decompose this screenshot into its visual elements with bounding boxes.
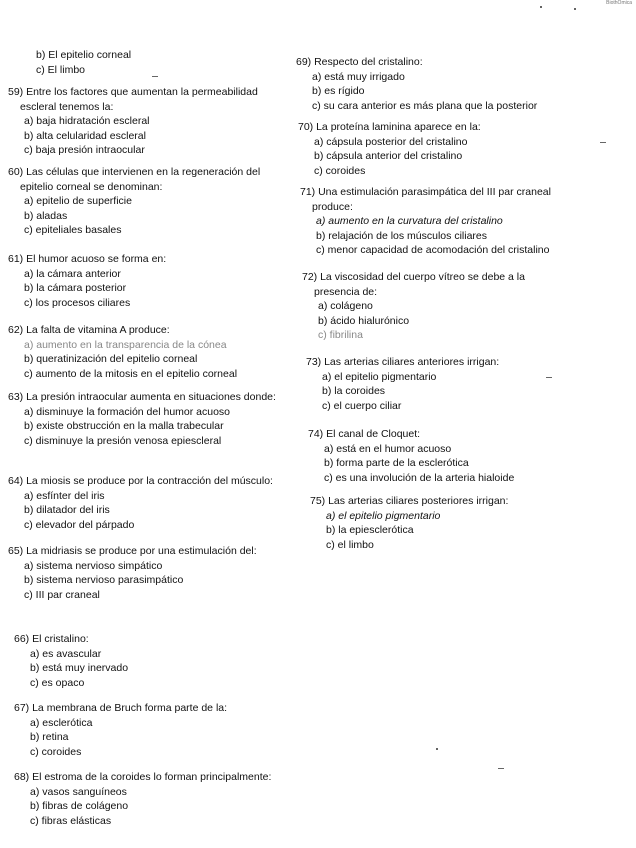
corner-mark: BiothOmica [606,0,632,6]
option-c: c) aumento de la mitosis en el epitelio corneal [24,367,238,380]
question-65 [8,544,280,602]
question-stem: 63) La presión intraocular aumenta en situaciones donde: [8,391,276,403]
option-a: a) colágeno [318,300,373,312]
option-b: b) alta celularidad escleral [24,129,146,142]
scan-mark [152,76,158,77]
question-stem: 61) El humor acuoso se forma en: [8,253,167,265]
option-a: a) aumento en la transparencia de la cónea [24,338,227,351]
question-stem: 59) Entre los factores que aumentan la permeabilidad escleral tenemos la: [8,86,258,113]
option-c: c) su cara anterior es más plana que la posterior [312,99,538,112]
option-b: b) cápsula anterior del cristalino [314,150,463,162]
option-a: a) la cámara anterior [24,267,121,280]
scan-mark [546,377,552,378]
option-b: b) El epitelio corneal [36,49,132,61]
option-b: b) dilatador del iris [24,504,110,516]
option-b: b) retina [30,731,69,743]
option-b: b) queratinización del epitelio corneal [24,353,198,365]
scan-mark [600,142,606,143]
option-a: a) esclerótica [30,716,93,729]
question-68 [14,770,304,828]
option-b: b) existe obstrucción en la malla trabecular [24,420,224,432]
question-stem: 62) La falta de vitamina A produce: [8,324,170,336]
option-a: a) es avascular [30,647,102,660]
option-b: b) forma parte de la esclerótica [324,457,469,469]
option-a: a) está muy irrigado [312,70,405,83]
question-stem: 75) Las arterias ciliares posteriores irrigan: [310,495,509,507]
question-61 [8,252,270,310]
option-a: a) vasos sanguíneos [30,785,127,798]
option-a: a) el epitelio pigmentario [326,509,441,522]
option-c: c) El limbo [36,63,86,76]
question-67 [14,701,276,759]
question-62 [8,323,278,381]
question-stem: 73) Las arterias ciliares anteriores irrigan: [306,356,500,368]
question-stem: 60) Las células que intervienen en la regeneración del epitelio corneal se denominan: [8,166,261,193]
question-stem: 64) La miosis se produce por la contracción del músculo: [8,475,273,487]
option-c: c) baja presión intraocular [24,144,145,156]
option-b: b) está muy inervado [30,662,129,674]
question-stem: 72) La viscosidad del cuerpo vítreo se debe a la presencia de: [302,271,525,298]
question-64 [8,474,286,532]
option-c: c) III par craneal [24,588,100,601]
option-c: c) fibras elásticas [30,814,112,827]
option-b: b) es rígido [312,85,365,97]
option-a: a) disminuye la formación del humor acuoso [24,405,231,418]
question-58-continued [20,48,270,77]
option-c: c) es opaco [30,676,85,689]
option-a: a) el epitelio pigmentario [322,370,437,383]
question-stem: 67) La membrana de Bruch forma parte de la: [14,702,228,714]
option-b: b) la epiesclerótica [326,524,414,536]
question-71 [300,185,566,258]
question-73 [306,355,568,413]
option-c: c) el limbo [326,538,374,551]
option-a: a) cápsula posterior del cristalino [314,135,468,148]
option-c: c) el cuerpo ciliar [322,399,402,412]
option-c: c) epiteliales basales [24,224,122,236]
option-b: b) ácido hialurónico [318,314,410,327]
option-b: b) la coroides [322,385,386,397]
option-c: c) fibrilina [318,329,363,341]
option-a: a) esfínter del iris [24,489,105,502]
question-stem: 68) El estroma de la coroides lo forman principalmente: [14,771,272,783]
option-a: a) baja hidratación escleral [24,115,150,127]
option-c: c) los procesos ciliares [24,296,131,309]
option-b: b) la cámara posterior [24,282,127,294]
question-stem: 71) Una estimulación parasimpática del III par craneal produce: [300,186,551,213]
option-c: c) coroides [30,745,82,758]
question-75 [310,494,572,552]
option-b: b) fibras de colágeno [30,800,129,812]
option-a: a) aumento en la curvatura del cristalino [316,215,503,227]
question-63 [8,390,278,448]
option-a: a) está en el humor acuoso [324,442,452,455]
option-b: b) sistema nervioso parasimpático [24,574,184,586]
question-69 [296,55,566,113]
scan-mark [498,768,504,769]
option-b: b) relajación de los músculos ciliares [316,229,487,242]
option-a: a) sistema nervioso simpático [24,559,163,572]
question-59 [8,85,270,158]
question-stem: 69) Respecto del cristalino: [296,56,423,68]
question-stem: 66) El cristalino: [14,633,89,645]
scan-speck [436,748,438,750]
question-60 [8,165,280,238]
option-c: c) coroides [314,164,366,177]
question-stem: 65) La midriasis se produce por una estimulación del: [8,545,257,557]
option-b: b) aladas [24,209,68,222]
question-stem: 74) El canal de Cloquet: [308,428,421,440]
question-stem: 70) La proteína laminina aparece en la: [298,121,481,133]
option-c: c) menor capacidad de acomodación del cristalino [316,244,550,256]
question-70 [298,120,568,178]
question-72 [302,270,566,343]
option-c: c) elevador del párpado [24,518,135,531]
option-c: c) es una involución de la arteria hialoide [324,471,515,484]
scan-speck [540,6,542,8]
question-74 [308,427,570,485]
option-c: c) disminuye la presión venosa epiescleral [24,434,222,447]
scan-speck [574,8,576,10]
question-66 [14,632,276,690]
option-a: a) epitelio de superficie [24,195,132,207]
